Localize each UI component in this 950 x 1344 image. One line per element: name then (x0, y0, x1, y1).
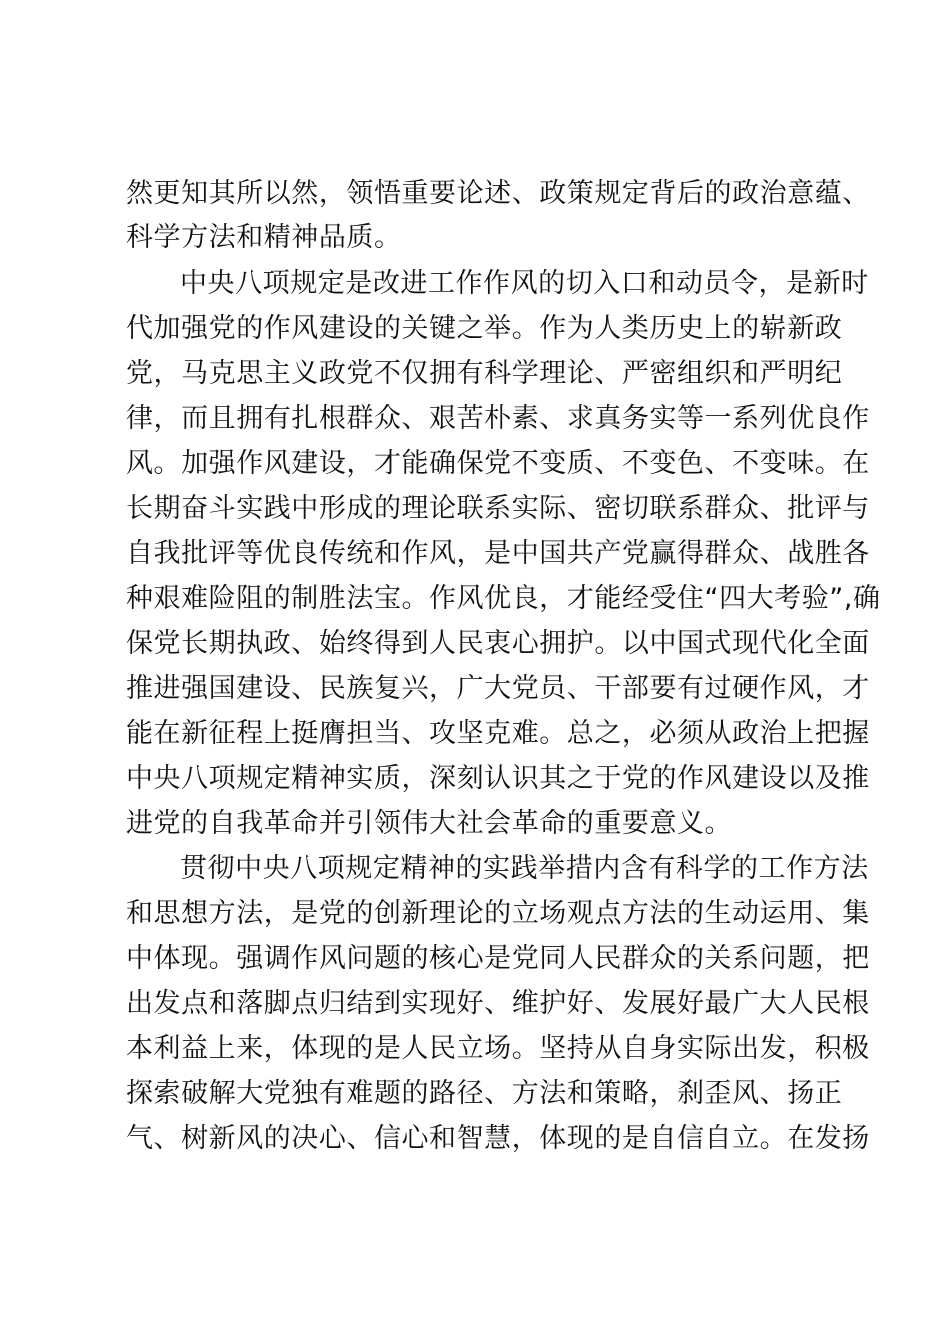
text-line: 自我批评等优良传统和作风，是中国共产党赢得群众、战胜各 (126, 538, 870, 569)
text-line: 科学方法和精神品质。 (126, 222, 402, 253)
text-line: 律，而且拥有扎根群众、艰苦朴素、求真务实等一系列优良作 (126, 403, 870, 434)
text-line: 气、树新风的决心、信心和智慧，体现的是自信自立。在发扬 (126, 1123, 870, 1154)
text-line: 贯彻中央八项规定精神的实践举措内含有科学的工作方法 (180, 853, 869, 884)
text-line: 代加强党的作风建设的关键之举。作为人类历史上的崭新政 (126, 313, 843, 344)
text-line: 进党的自我革命并引领伟大社会革命的重要意义。 (126, 808, 733, 839)
text-line: 种艰难险阻的制胜法宝。作风优良，才能经受住“四大考验”,确 (126, 583, 881, 614)
text-line: 和思想方法，是党的创新理论的立场观点方法的生动运用、集 (126, 898, 870, 929)
text-line: 探索破解大党独有难题的路径、方法和策略，刹歪风、扬正 (126, 1078, 843, 1109)
text-line: 风。加强作风建设，才能确保党不变质、不变色、不变味。在 (126, 448, 870, 479)
text-line: 保党长期执政、始终得到人民衷心拥护。以中国式现代化全面 (126, 628, 870, 659)
text-line: 中央八项规定是改进工作作风的切入口和动员令，是新时 (180, 268, 869, 299)
text-line: 出发点和落脚点归结到实现好、维护好、发展好最广大人民根 (126, 988, 870, 1019)
text-line: 党，马克思主义政党不仅拥有科学理论、严密组织和严明纪 (126, 358, 843, 389)
text-line: 推进强国建设、民族复兴，广大党员、干部要有过硬作风，才 (126, 673, 870, 704)
text-line: 能在新征程上挺膺担当、攻坚克难。总之，必须从政治上把握 (126, 718, 870, 749)
text-line: 本利益上来，体现的是人民立场。坚持从自身实际出发，积极 (126, 1033, 870, 1064)
text-line: 中体现。强调作风问题的核心是党同人民群众的关系问题，把 (126, 943, 870, 974)
text-line: 中央八项规定精神实质，深刻认识其之于党的作风建设以及推 (126, 763, 870, 794)
text-line: 然更知其所以然，领悟重要论述、政策规定背后的政治意蕴、 (126, 178, 870, 209)
text-line: 长期奋斗实践中形成的理论联系实际、密切联系群众、批评与 (126, 493, 870, 524)
